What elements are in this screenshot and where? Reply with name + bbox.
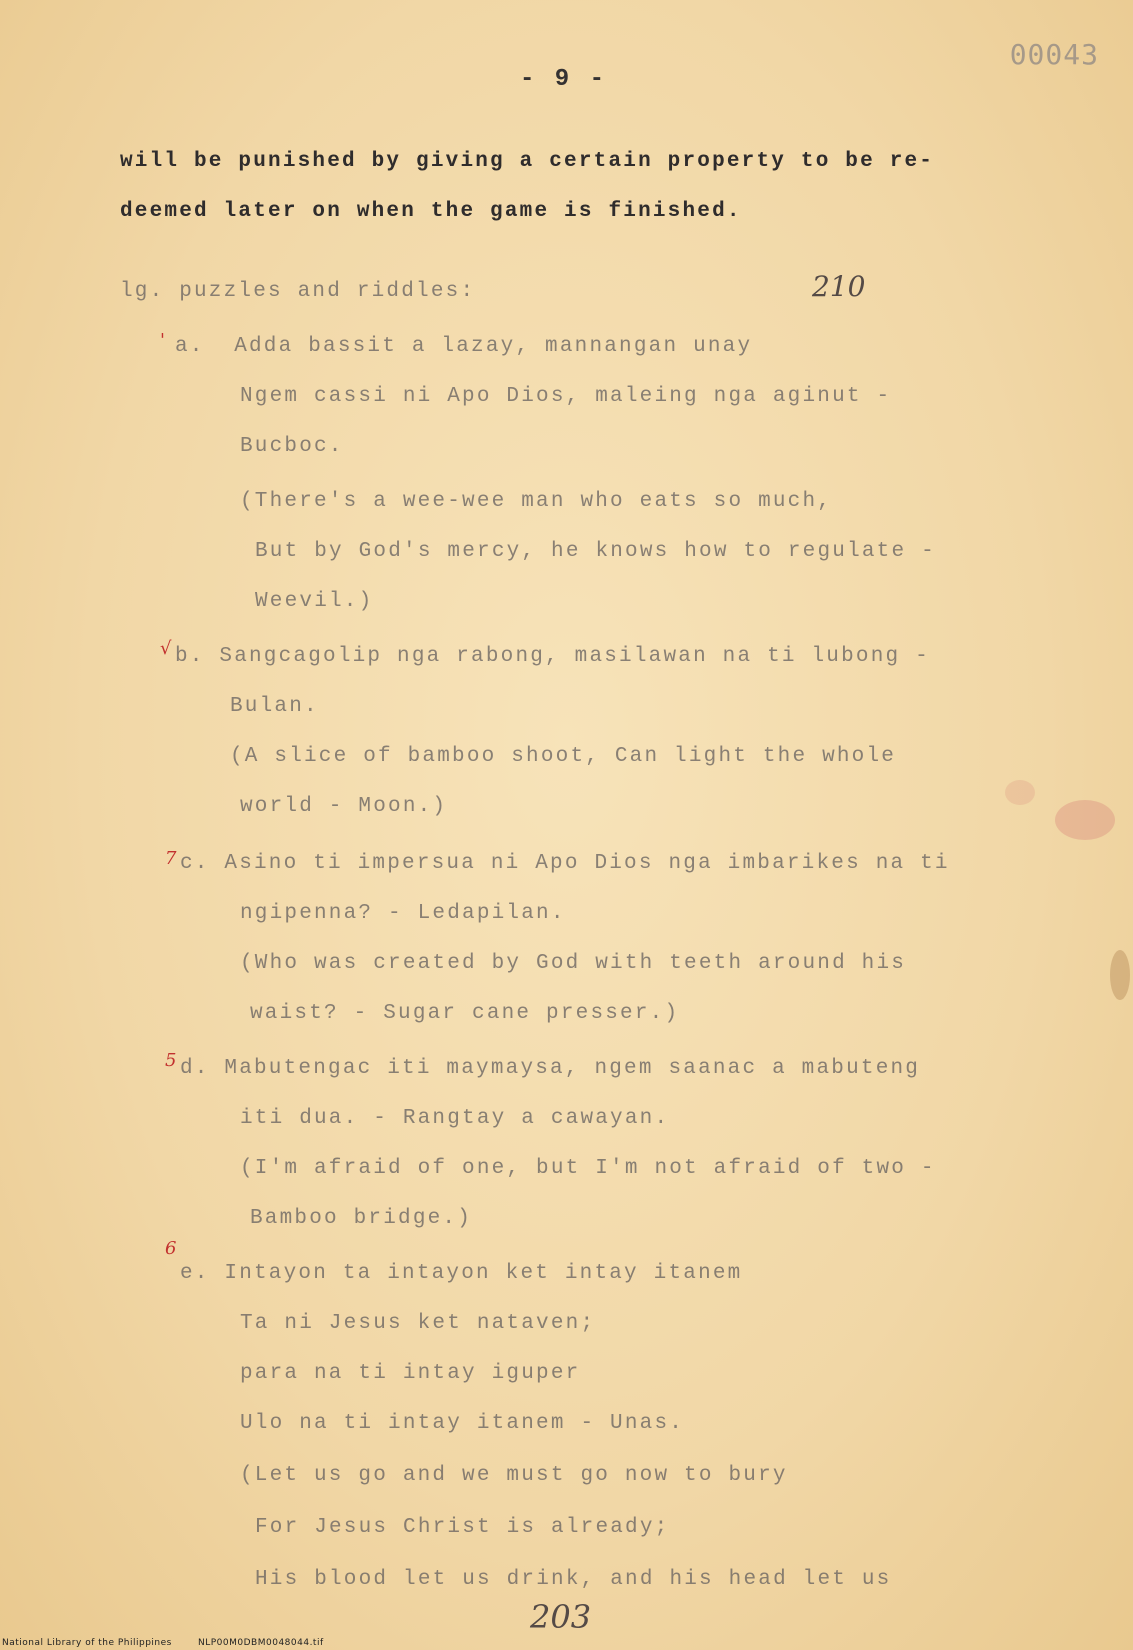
- text-line: waist? - Sugar cane presser.): [250, 1002, 680, 1025]
- footer-file: NLP00M0DBM0048044.tif: [198, 1638, 324, 1648]
- text-line: Ta ni Jesus ket nataven;: [240, 1312, 596, 1335]
- text-line: deemed later on when the game is finished.: [120, 200, 742, 223]
- text-line: d. Mabutengac iti maymaysa, ngem saanac a mabuteng: [180, 1057, 921, 1080]
- text-line: Bulan.: [230, 695, 319, 718]
- red-mark: 5: [165, 1050, 177, 1071]
- text-line: a. Adda bassit a lazay, mannangan unay: [175, 335, 753, 358]
- text-line: c. Asino ti impersua ni Apo Dios nga imbarikes na ti: [180, 852, 950, 875]
- text-line: (I'm afraid of one, but I'm not afraid of two -: [240, 1157, 936, 1180]
- page-number: - 9 -: [520, 66, 608, 93]
- section-heading: lg. puzzles and riddles:: [120, 280, 476, 303]
- text-line: His blood let us drink, and his head let us: [255, 1568, 892, 1591]
- text-line: Bamboo bridge.): [250, 1207, 473, 1230]
- text-line: para na ti intay iguper: [240, 1362, 581, 1385]
- text-line: Weevil.): [255, 590, 374, 613]
- text-line: For Jesus Christ is already;: [255, 1516, 670, 1539]
- footer-library: National Library of the Philippines: [2, 1638, 172, 1648]
- red-mark: √: [160, 638, 172, 659]
- text-line: e. Intayon ta intayon ket intay itanem: [180, 1262, 743, 1285]
- red-mark: 6: [165, 1238, 177, 1259]
- stain: [1055, 800, 1115, 840]
- red-mark: 7: [165, 848, 177, 869]
- text-line: world - Moon.): [240, 795, 448, 818]
- stain: [1110, 950, 1130, 1000]
- text-line: But by God's mercy, he knows how to regulate -: [255, 540, 936, 563]
- text-line: (Let us go and we must go now to bury: [240, 1464, 788, 1487]
- stain: [1005, 780, 1035, 805]
- text-line: ngipenna? - Ledapilan.: [240, 902, 566, 925]
- text-line: Ngem cassi ni Apo Dios, maleing nga aginut -: [240, 385, 892, 408]
- text-line: will be punished by giving a certain property to be re-: [120, 150, 935, 173]
- text-line: iti dua. - Rangtay a cawayan.: [240, 1107, 670, 1130]
- handwritten-note: 210: [812, 270, 866, 303]
- handwritten-page-number: 203: [530, 1598, 592, 1636]
- text-line: (There's a wee-wee man who eats so much,: [240, 490, 833, 513]
- archive-stamp-number: 00043: [1009, 38, 1099, 71]
- red-mark: ': [160, 330, 165, 351]
- text-line: Bucboc.: [240, 435, 344, 458]
- text-line: (Who was created by God with teeth around his: [240, 952, 907, 975]
- text-line: (A slice of bamboo shoot, Can light the whole: [230, 745, 897, 768]
- text-line: Ulo na ti intay itanem - Unas.: [240, 1412, 685, 1435]
- text-line: b. Sangcagolip nga rabong, masilawan na ti lubong -: [175, 645, 930, 668]
